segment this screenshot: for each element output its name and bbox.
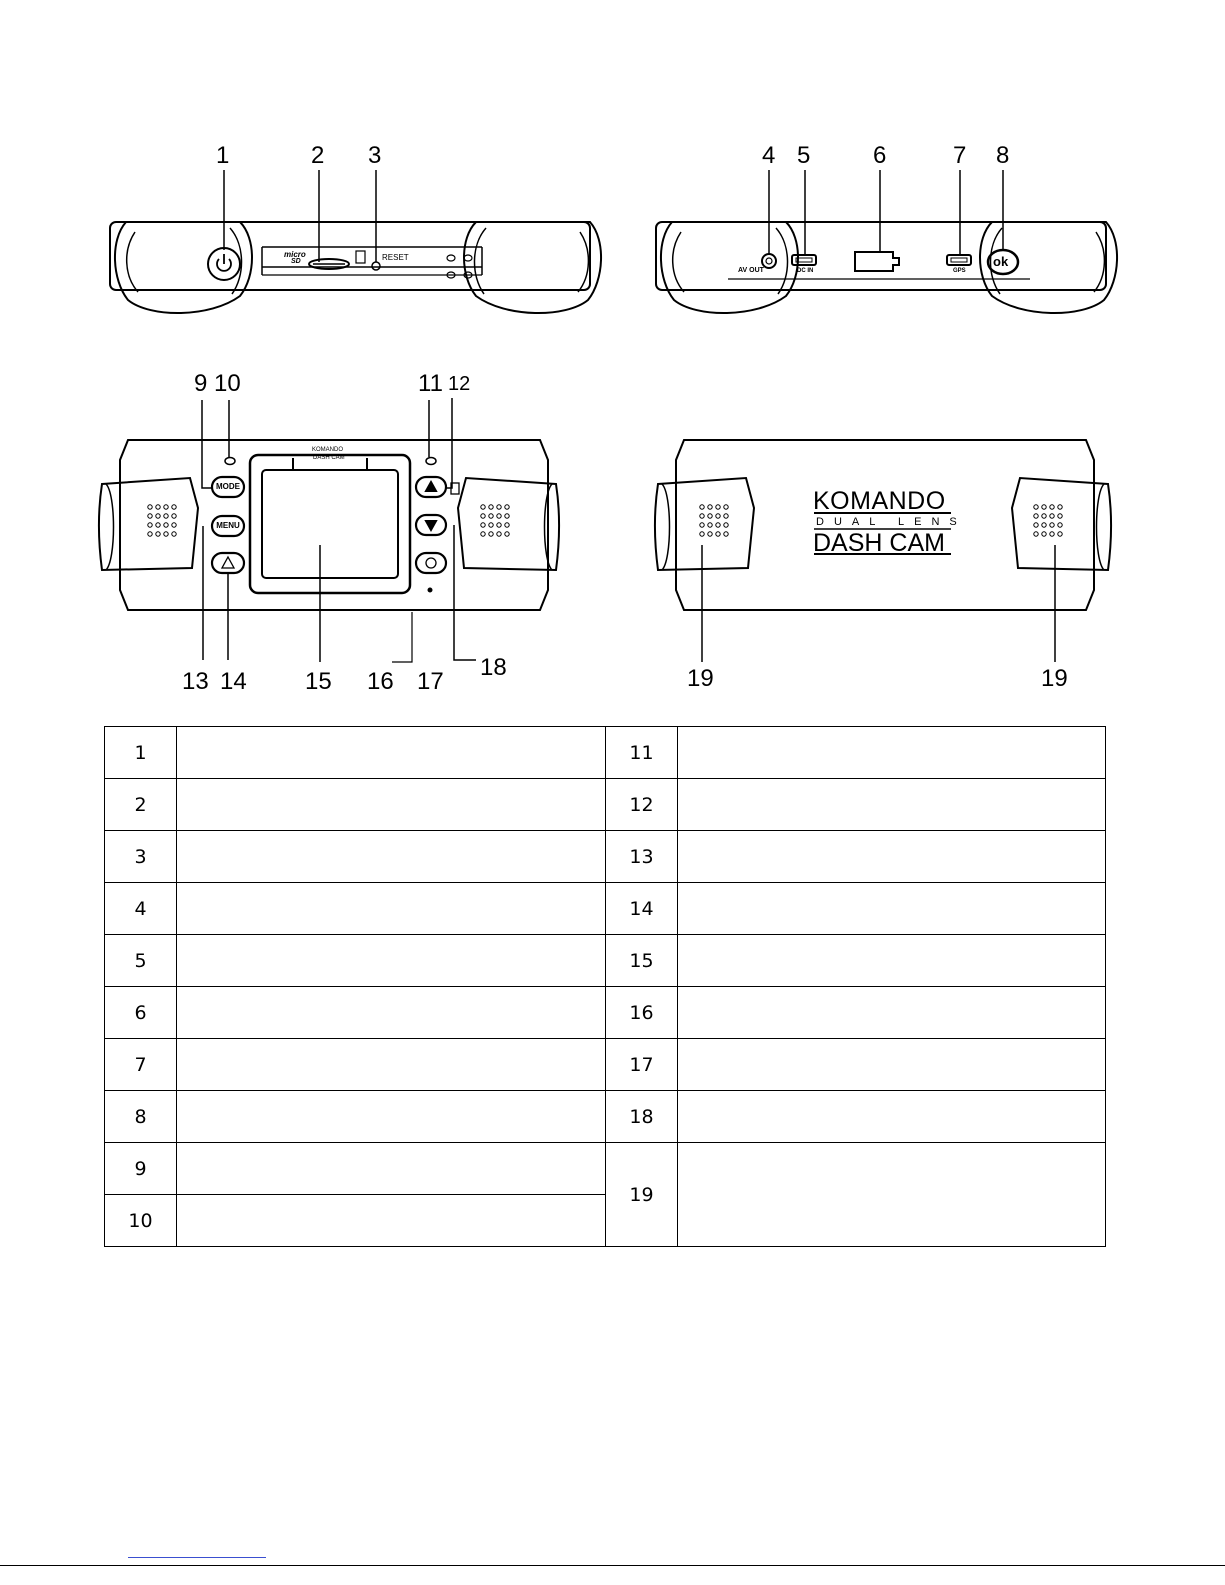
speaker-hole: [1050, 532, 1054, 536]
part-description: [177, 831, 606, 883]
speaker-hole: [1042, 532, 1046, 536]
callout-19-right: 19: [1041, 665, 1068, 692]
speaker-hole: [1034, 523, 1038, 527]
part-number: 3: [105, 831, 177, 883]
speaker-hole: [708, 514, 712, 518]
part-description: [177, 727, 606, 779]
part-number: 17: [606, 1039, 678, 1091]
screen-brand-line1: KOMANDO: [312, 447, 344, 453]
part-number: 7: [105, 1039, 177, 1091]
part-number: 13: [606, 831, 678, 883]
part-number: 14: [606, 883, 678, 935]
speaker-hole: [497, 514, 501, 518]
parts-legend-table: [104, 726, 1106, 1247]
part-description: [177, 883, 606, 935]
speaker-hole: [716, 532, 720, 536]
part-description: [177, 935, 606, 987]
callout-5: 5: [797, 142, 811, 169]
callout-2: 2: [311, 142, 325, 169]
speaker-hole: [156, 514, 160, 518]
speaker-hole: [1034, 505, 1038, 509]
callout-12: 12: [448, 373, 471, 395]
callout-4: 4: [762, 142, 776, 169]
speaker-hole: [1050, 505, 1054, 509]
footer-link-underline[interactable]: [128, 1557, 266, 1558]
diagram-drawings: [0, 0, 1225, 710]
part-number: 2: [105, 779, 177, 831]
speaker-hole: [156, 505, 160, 509]
callout-7: 7: [953, 142, 967, 169]
callout-3: 3: [368, 142, 382, 169]
speaker-hole: [148, 505, 152, 509]
speaker-hole: [505, 532, 509, 536]
speaker-hole: [505, 505, 509, 509]
speaker-hole: [1042, 505, 1046, 509]
reset-label: RESET: [382, 253, 409, 262]
callout-9: 9: [194, 370, 208, 397]
speaker-hole: [489, 523, 493, 527]
table-row: [105, 1039, 1106, 1091]
table-row: [105, 935, 1106, 987]
speaker-hole: [164, 523, 168, 527]
part-description: [678, 1091, 1106, 1143]
speaker-hole: [505, 514, 509, 518]
top-view-body: [110, 222, 601, 313]
table-row: [105, 1091, 1106, 1143]
speaker-hole: [489, 505, 493, 509]
speaker-hole: [724, 532, 728, 536]
speaker-hole: [724, 523, 728, 527]
dash-cam-diagram: [0, 0, 1225, 710]
speaker-hole: [172, 523, 176, 527]
callout-16: 16: [367, 668, 394, 695]
dc-in-label: DC IN: [797, 268, 814, 274]
callout-13: 13: [182, 668, 209, 695]
part-number: 9: [105, 1143, 177, 1195]
part-description: [177, 1039, 606, 1091]
speaker-hole: [148, 514, 152, 518]
speaker-hole: [700, 523, 704, 527]
speaker-hole: [716, 523, 720, 527]
speaker-hole: [489, 532, 493, 536]
part-number: 16: [606, 987, 678, 1039]
part-number: 11: [606, 727, 678, 779]
part-number: 8: [105, 1091, 177, 1143]
part-description: [678, 727, 1106, 779]
speaker-hole: [716, 505, 720, 509]
callout-15: 15: [305, 668, 332, 695]
part-number: 1: [105, 727, 177, 779]
part-number: 4: [105, 883, 177, 935]
speaker-hole: [489, 514, 493, 518]
table-row: [105, 831, 1106, 883]
speaker-hole: [156, 532, 160, 536]
speaker-hole: [164, 532, 168, 536]
speaker-hole: [481, 505, 485, 509]
speaker-hole: [1034, 514, 1038, 518]
part-description: [177, 1195, 606, 1247]
speaker-hole: [708, 532, 712, 536]
speaker-hole: [481, 514, 485, 518]
callout-11: 11: [418, 370, 443, 397]
callout-8: 8: [996, 142, 1010, 169]
mode-button-label: MODE: [216, 482, 240, 491]
front-brand-line2: DUAL LENS: [816, 516, 967, 528]
speaker-hole: [1042, 514, 1046, 518]
callout-1: 1: [216, 142, 230, 169]
part-number: 5: [105, 935, 177, 987]
speaker-hole: [724, 505, 728, 509]
part-description: [678, 883, 1106, 935]
part-description: [678, 1039, 1106, 1091]
speaker-hole: [1058, 523, 1062, 527]
part-number: 12: [606, 779, 678, 831]
part-number: 18: [606, 1091, 678, 1143]
screen-brand-line2: DASH CAM: [313, 455, 345, 461]
speaker-hole: [700, 514, 704, 518]
speaker-hole: [172, 532, 176, 536]
part-description: [678, 831, 1106, 883]
part-description: [678, 935, 1106, 987]
table-row: [105, 779, 1106, 831]
speaker-hole: [481, 523, 485, 527]
speaker-hole: [708, 523, 712, 527]
speaker-hole: [497, 505, 501, 509]
speaker-hole: [497, 523, 501, 527]
footer-rule: [0, 1565, 1225, 1566]
speaker-hole: [1058, 514, 1062, 518]
speaker-hole: [148, 532, 152, 536]
part-description: [177, 1143, 606, 1195]
speaker-hole: [164, 505, 168, 509]
speaker-hole: [1050, 523, 1054, 527]
speaker-hole: [1058, 505, 1062, 509]
bottom-view-body: [656, 222, 1117, 313]
front-brand-line1: KOMANDO: [813, 487, 946, 515]
speaker-hole: [716, 514, 720, 518]
speaker-hole: [505, 523, 509, 527]
speaker-hole: [497, 532, 501, 536]
callout-6: 6: [873, 142, 887, 169]
table-row: [105, 883, 1106, 935]
speaker-hole: [1058, 532, 1062, 536]
part-description: [177, 1091, 606, 1143]
part-description: [678, 779, 1106, 831]
av-out-label: AV OUT: [738, 267, 764, 274]
speaker-hole: [700, 505, 704, 509]
speaker-hole: [1042, 523, 1046, 527]
speaker-hole: [700, 532, 704, 536]
part-description: [678, 1143, 1106, 1247]
part-description: [177, 987, 606, 1039]
speaker-hole: [1034, 532, 1038, 536]
gps-label: GPS: [953, 268, 966, 274]
speaker-hole: [481, 532, 485, 536]
callout-17: 17: [417, 668, 444, 695]
part-number: 10: [105, 1195, 177, 1247]
part-number: 6: [105, 987, 177, 1039]
callout-18: 18: [480, 654, 507, 681]
part-description: [678, 987, 1106, 1039]
front-brand-line3: DASH CAM: [813, 529, 945, 557]
part-number: 19: [606, 1143, 678, 1247]
speaker-hole: [1050, 514, 1054, 518]
part-description: [177, 779, 606, 831]
table-row: [105, 987, 1106, 1039]
sd-label: SD: [291, 258, 301, 265]
speaker-hole: [172, 505, 176, 509]
callout-19-left: 19: [687, 665, 714, 692]
part-number: 15: [606, 935, 678, 987]
ok-button-label: ok: [993, 254, 1009, 269]
speaker-hole: [156, 523, 160, 527]
speaker-hole: [708, 505, 712, 509]
table-row: [105, 1143, 1106, 1195]
speaker-hole: [148, 523, 152, 527]
speaker-hole: [724, 514, 728, 518]
speaker-hole: [172, 514, 176, 518]
callout-14: 14: [220, 668, 247, 695]
table-row: [105, 727, 1106, 779]
menu-button-label: MENU: [216, 521, 240, 530]
micro-label: micro: [284, 250, 306, 259]
callout-10: 10: [214, 370, 241, 397]
speaker-hole: [164, 514, 168, 518]
